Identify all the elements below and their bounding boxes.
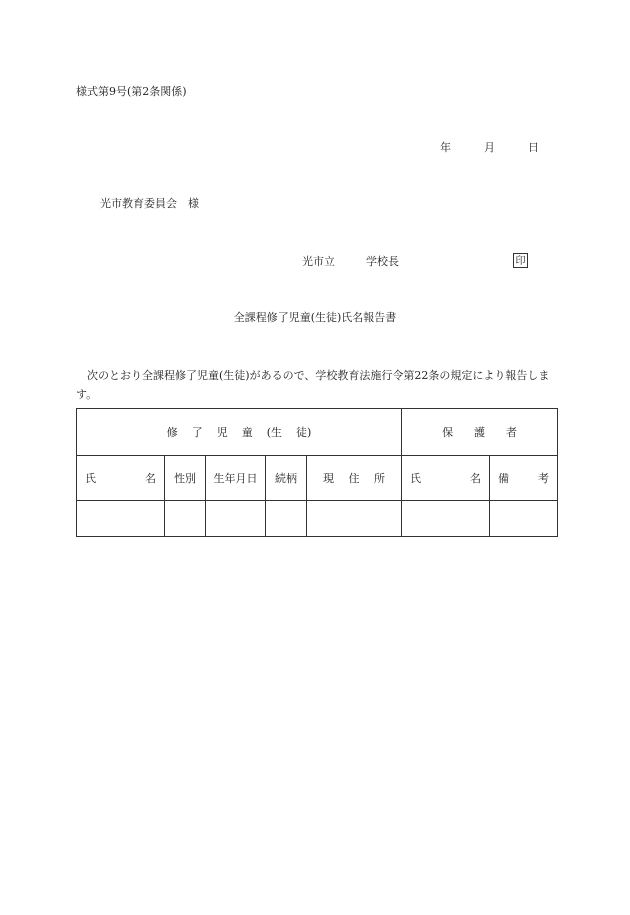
- date-year: 年: [440, 141, 451, 154]
- header-name: 氏 名: [77, 456, 165, 501]
- cell-remarks[interactable]: [490, 501, 558, 537]
- child-group-char: 徒): [296, 426, 312, 439]
- child-group-char: (生: [266, 426, 283, 439]
- guardian-group-char: 護: [474, 426, 486, 439]
- cell-name[interactable]: [77, 501, 165, 537]
- seal-mark: 印: [513, 253, 528, 268]
- sender-title: 学校長: [366, 255, 399, 268]
- header-guardian-group: [402, 409, 558, 456]
- cell-guardian-name[interactable]: [402, 501, 490, 537]
- header-guardian-name: 氏 名: [402, 456, 490, 501]
- cell-relationship[interactable]: [266, 501, 307, 537]
- document-title: 全課程修了児童(生徒)氏名報告書: [233, 311, 397, 324]
- header-address: 現 住 所: [307, 456, 402, 501]
- guardian-group-char: 者: [506, 426, 518, 439]
- addressee: 光市教育委員会 様: [100, 197, 199, 210]
- date-month: 月: [484, 141, 495, 154]
- cell-address[interactable]: [307, 501, 402, 537]
- child-group-char: 修: [166, 426, 178, 439]
- header-relationship: 続柄: [266, 456, 307, 501]
- date-day: 日: [528, 141, 539, 154]
- guardian-group-char: 保: [442, 426, 454, 439]
- cell-gender[interactable]: [165, 501, 206, 537]
- report-table: [76, 408, 558, 537]
- sender-city: 光市立: [302, 255, 335, 268]
- sender-line: [302, 256, 399, 267]
- child-group-char: 了: [191, 426, 203, 439]
- header-gender: 性別: [165, 456, 206, 501]
- child-group-char: 童: [241, 426, 253, 439]
- header-child-group: [77, 409, 402, 456]
- header-remarks: 備 考: [490, 456, 558, 501]
- header-birthdate: 生年月日: [206, 456, 266, 501]
- form-number: 様式第9号(第2条関係): [76, 85, 187, 98]
- table-row: [77, 501, 558, 537]
- child-group-char: 児: [216, 426, 228, 439]
- date-line: [440, 142, 539, 153]
- body-text: 次のとおり全課程修了児童(生徒)があるので、学校教育法施行令第22条の規定により報告します。: [76, 369, 550, 401]
- cell-birthdate[interactable]: [206, 501, 266, 537]
